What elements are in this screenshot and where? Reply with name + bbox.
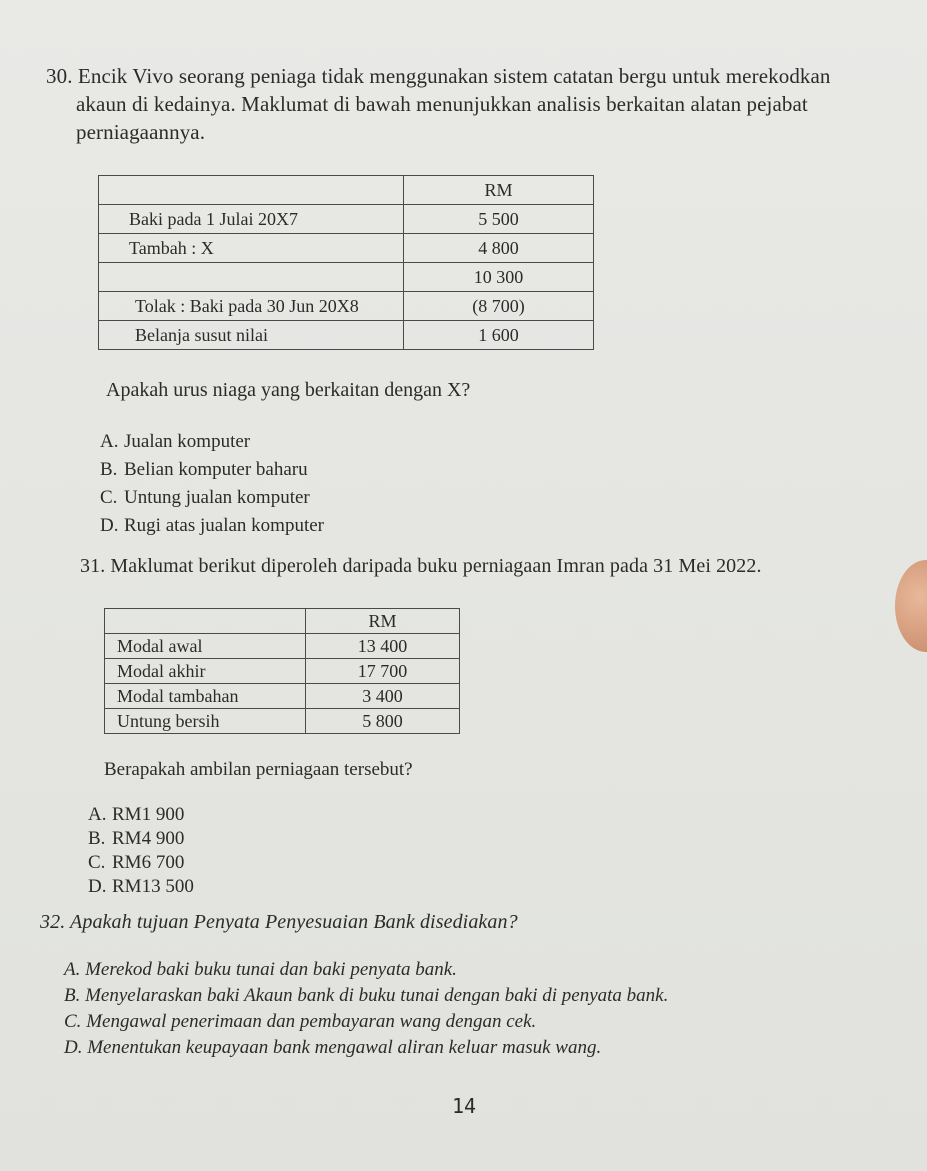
option-b[interactable] bbox=[100, 458, 324, 482]
table-row bbox=[105, 709, 460, 734]
table-cell-label bbox=[99, 263, 404, 292]
option-c[interactable] bbox=[88, 851, 194, 875]
table-cell-value: 17 700 bbox=[306, 659, 460, 684]
table-header-rm: RM bbox=[404, 176, 594, 205]
option-letter: D. bbox=[88, 876, 107, 897]
option-letter: B. bbox=[100, 459, 118, 480]
option-c[interactable] bbox=[100, 486, 324, 510]
table-cell-value: 5 500 bbox=[404, 205, 594, 234]
table-cell bbox=[105, 609, 306, 634]
option-a[interactable] bbox=[100, 430, 324, 454]
table-cell bbox=[99, 176, 404, 205]
option-text: RM6 700 bbox=[112, 852, 185, 873]
q30-options bbox=[100, 430, 324, 538]
option-letter: D. bbox=[100, 515, 119, 536]
table-cell-label: Modal akhir bbox=[105, 659, 306, 684]
q30-line-2: akaun di kedainya. Maklumat di bawah menunjukkan analisis berkaitan alatan pejabat bbox=[76, 92, 808, 116]
q32-stem: 32. Apakah tujuan Penyata Penyesuaian Bank disediakan? bbox=[40, 911, 518, 933]
option-a[interactable] bbox=[64, 958, 914, 982]
table-row bbox=[99, 176, 594, 205]
table-cell-label: Baki pada 1 Julai 20X7 bbox=[99, 205, 404, 234]
option-text: Belian komputer baharu bbox=[124, 459, 308, 480]
option-b[interactable] bbox=[88, 827, 194, 851]
option-text: Menyelaraskan baki Akaun bank di buku tunai dengan baki di penyata bank. bbox=[85, 985, 669, 1006]
q30-line-3: perniagaannya. bbox=[76, 120, 206, 144]
table-cell-label: Tambah : X bbox=[99, 234, 404, 263]
option-d[interactable] bbox=[64, 1036, 914, 1060]
option-text: Menentukan keupayaan bank mengawal aliran keluar masuk wang. bbox=[87, 1037, 602, 1058]
q31-options bbox=[88, 803, 194, 899]
option-letter: C. bbox=[88, 852, 106, 873]
table-cell-label: Modal awal bbox=[105, 634, 306, 659]
option-letter: C. bbox=[64, 1011, 82, 1032]
table-cell-value: 4 800 bbox=[404, 234, 594, 263]
finger-photo bbox=[895, 560, 927, 652]
option-letter: A. bbox=[100, 431, 119, 452]
option-d[interactable] bbox=[88, 875, 194, 899]
table-cell-value: 13 400 bbox=[306, 634, 460, 659]
option-letter: C. bbox=[100, 487, 118, 508]
option-letter: A. bbox=[64, 959, 81, 980]
table-row bbox=[99, 234, 594, 263]
option-text: Untung jualan komputer bbox=[124, 487, 310, 508]
option-text: Rugi atas jualan komputer bbox=[124, 515, 324, 536]
q32-options bbox=[64, 958, 914, 1060]
option-b[interactable] bbox=[64, 984, 914, 1008]
table-row bbox=[105, 659, 460, 684]
q30-stem bbox=[46, 62, 896, 146]
option-text: Merekod baki buku tunai dan baki penyata bank. bbox=[85, 959, 457, 980]
option-letter: B. bbox=[88, 828, 106, 849]
option-letter: B. bbox=[64, 985, 81, 1006]
option-a[interactable] bbox=[88, 803, 194, 827]
table-row bbox=[99, 205, 594, 234]
table-row bbox=[105, 634, 460, 659]
table-row bbox=[105, 609, 460, 634]
q30-line-1 bbox=[46, 62, 896, 90]
option-d[interactable] bbox=[100, 514, 324, 538]
q30-table bbox=[98, 175, 594, 350]
option-text: RM1 900 bbox=[112, 804, 185, 825]
table-cell-value: 3 400 bbox=[306, 684, 460, 709]
option-text: RM13 500 bbox=[112, 876, 194, 897]
option-c[interactable] bbox=[64, 1010, 914, 1034]
option-text: Jualan komputer bbox=[124, 431, 251, 452]
q30-number: 30. bbox=[46, 64, 73, 88]
q30-line-1-text: Encik Vivo seorang peniaga tidak menggunakan sistem catatan bergu untuk merekodkan bbox=[77, 64, 831, 88]
table-cell-label: Tolak : Baki pada 30 Jun 20X8 bbox=[99, 292, 404, 321]
table-row bbox=[99, 263, 594, 292]
option-text: Mengawal penerimaan dan pembayaran wang dengan cek. bbox=[86, 1011, 537, 1032]
table-row bbox=[99, 321, 594, 350]
table-cell-label: Belanja susut nilai bbox=[99, 321, 404, 350]
table-cell-value: (8 700) bbox=[404, 292, 594, 321]
table-row bbox=[99, 292, 594, 321]
q31-table bbox=[104, 608, 460, 734]
option-letter: A. bbox=[88, 804, 107, 825]
q31-stem: 31. Maklumat berikut diperoleh daripada buku perniagaan Imran pada 31 Mei 2022. bbox=[80, 555, 762, 577]
table-header-rm: RM bbox=[306, 609, 460, 634]
table-cell-value: 5 800 bbox=[306, 709, 460, 734]
option-text: RM4 900 bbox=[112, 828, 185, 849]
page-number: 14 bbox=[452, 1094, 477, 1118]
table-cell-label: Untung bersih bbox=[105, 709, 306, 734]
q31-question: Berapakah ambilan perniagaan tersebut? bbox=[104, 759, 413, 780]
table-cell-value: 10 300 bbox=[404, 263, 594, 292]
table-row bbox=[105, 684, 460, 709]
table-cell-value: 1 600 bbox=[404, 321, 594, 350]
q30-question: Apakah urus niaga yang berkaitan dengan X? bbox=[106, 379, 471, 401]
option-letter: D. bbox=[64, 1037, 83, 1058]
table-cell-label: Modal tambahan bbox=[105, 684, 306, 709]
